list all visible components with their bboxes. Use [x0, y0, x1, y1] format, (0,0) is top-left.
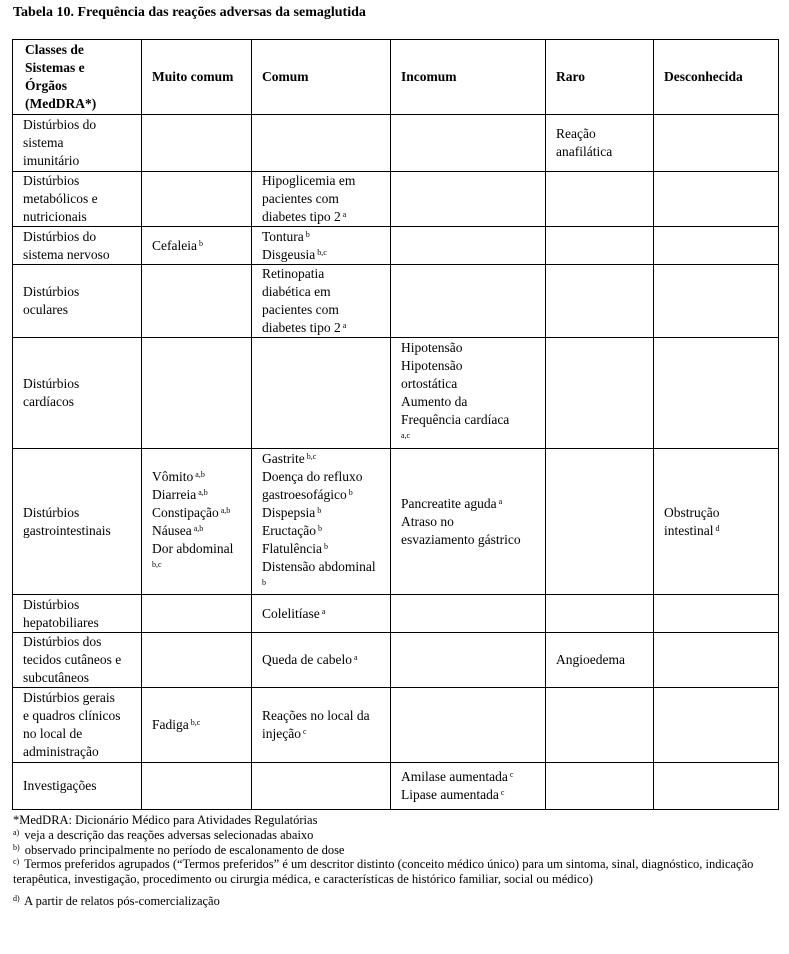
soc-cell	[13, 115, 142, 172]
footnote-marker: a	[498, 496, 503, 506]
very-common-cell	[142, 227, 252, 265]
very-common-cell	[142, 633, 252, 688]
footnote-marker: a	[353, 653, 358, 662]
header-line: (MedDRA*)	[25, 96, 97, 111]
header-rare	[546, 40, 654, 115]
footnote-marker: b	[262, 577, 266, 587]
uncommon-cell	[391, 115, 546, 172]
header-line: Comum	[262, 69, 309, 84]
footnote-marker: b,c	[317, 247, 327, 257]
reaction-term: pacientes com	[262, 191, 339, 206]
reaction-term: Náusea	[152, 522, 192, 538]
common-cell	[252, 265, 391, 338]
common-cell	[252, 227, 391, 265]
soc-line: e quadros clínicos	[23, 708, 121, 723]
reaction-line	[262, 558, 388, 576]
common-cell	[252, 115, 391, 172]
header-line: Muito comum	[152, 69, 234, 84]
reaction-line	[664, 522, 776, 540]
table-row	[13, 449, 779, 595]
footnote-marker: b	[317, 505, 322, 515]
footnote-marker: b	[323, 541, 328, 551]
soc-line: sistema nervoso	[23, 246, 110, 262]
table-title: Tabela 10. Frequência das reações adversas da semaglutida	[13, 5, 366, 20]
soc-line: tecidos cutâneos e	[23, 652, 122, 667]
header-line: Desconhecida	[664, 69, 743, 84]
table-row	[13, 172, 779, 227]
footnote	[13, 894, 779, 909]
very-common-cell	[142, 449, 252, 595]
reaction-line	[262, 246, 388, 264]
table-row	[13, 595, 779, 633]
footnote-marker: a,b	[220, 505, 231, 515]
unknown-cell	[654, 633, 779, 688]
header-uncommon	[391, 40, 546, 115]
reaction-term: Hipotensão	[401, 358, 463, 373]
reaction-term: Reações no local da	[262, 708, 370, 723]
footnote-mark: a)	[13, 827, 20, 837]
footnote	[13, 828, 779, 843]
table-row	[13, 688, 779, 763]
soc-line: gastrointestinais	[23, 522, 111, 538]
reaction-term: Colelitíase	[262, 605, 320, 621]
soc-line: sistema	[23, 135, 64, 150]
unknown-cell	[654, 265, 779, 338]
reaction-line	[262, 301, 388, 319]
reaction-term: Obstrução	[664, 504, 720, 520]
soc-cell	[13, 265, 142, 338]
soc-line: Distúrbios	[23, 284, 80, 299]
footnote-marker: b,c	[306, 451, 317, 461]
header-line: Classes de	[25, 42, 84, 57]
common-cell	[252, 338, 391, 449]
header-line: Incomum	[401, 69, 457, 84]
footnote	[13, 857, 779, 887]
footnote-marker: a,c	[401, 431, 411, 440]
footnote-marker: b,c	[190, 718, 201, 727]
reaction-line	[152, 540, 249, 558]
reaction-line	[262, 283, 388, 301]
soc-cell	[13, 595, 142, 633]
reaction-line	[262, 319, 388, 337]
soc-cell	[13, 688, 142, 763]
reaction-line	[401, 393, 543, 411]
reaction-term: Hipotensão	[401, 340, 463, 355]
rare-cell	[546, 688, 654, 763]
footnote-mark: b)	[13, 842, 20, 852]
uncommon-cell	[391, 763, 546, 810]
reaction-line	[152, 237, 249, 255]
reaction-line	[262, 707, 388, 725]
reaction-term: diabetes tipo 2	[262, 320, 341, 335]
common-cell	[252, 633, 391, 688]
reaction-term: diabetes tipo 2	[262, 209, 341, 224]
reaction-line	[401, 531, 543, 549]
uncommon-cell	[391, 172, 546, 227]
reaction-line	[262, 651, 388, 669]
soc-line: subcutâneos	[23, 670, 89, 685]
rare-cell	[546, 595, 654, 633]
reaction-term: Doença do refluxo	[262, 468, 363, 484]
footnote	[13, 843, 779, 858]
soc-line: nutricionais	[23, 209, 87, 224]
footnote-marker: a,b	[198, 487, 208, 497]
reaction-term: Atraso no	[401, 513, 454, 529]
reaction-term: Pancreatite aguda	[401, 495, 497, 511]
header-line: Raro	[556, 69, 585, 84]
reaction-term: Dor abdominal	[152, 540, 234, 556]
very-common-cell	[142, 172, 252, 227]
header-line: Órgãos	[25, 78, 67, 93]
soc-line: Distúrbios	[23, 173, 80, 188]
reaction-term: esvaziamento gástrico	[401, 531, 521, 547]
footnote-text: *MedDRA: Dicionário Médico para Atividades Regulatórias	[13, 813, 318, 827]
common-cell	[252, 595, 391, 633]
uncommon-cell	[391, 688, 546, 763]
footnote-marker: b,c	[152, 559, 162, 569]
reaction-line	[262, 265, 388, 283]
reaction-term: Constipação	[152, 504, 219, 520]
rare-cell	[546, 227, 654, 265]
uncommon-cell	[391, 227, 546, 265]
adverse-reactions-table	[12, 39, 779, 810]
reaction-term: Frequência cardíaca	[401, 412, 510, 427]
unknown-cell	[654, 688, 779, 763]
footnote	[13, 813, 779, 828]
table-row	[13, 227, 779, 265]
reaction-term: intestinal	[664, 522, 714, 538]
footnote-marker: a,b	[195, 469, 205, 479]
reaction-line	[401, 513, 543, 531]
reaction-line	[262, 450, 388, 468]
rare-cell	[546, 449, 654, 595]
header-row	[13, 40, 779, 115]
reaction-line	[262, 605, 388, 623]
reaction-line	[664, 504, 776, 522]
soc-cell	[13, 227, 142, 265]
table-row	[13, 115, 779, 172]
reaction-line	[556, 125, 651, 143]
reaction-term: Gastrite	[262, 450, 305, 466]
unknown-cell	[654, 449, 779, 595]
header-very-common	[142, 40, 252, 115]
reaction-term: Flatulência	[262, 540, 322, 556]
header-system-organ-class	[13, 40, 142, 115]
reaction-line	[262, 468, 388, 486]
reaction-line	[262, 208, 388, 226]
reaction-term: diabética em	[262, 284, 331, 299]
soc-line: Distúrbios gerais	[23, 690, 115, 705]
reaction-term: ortostática	[401, 376, 458, 391]
unknown-cell	[654, 595, 779, 633]
soc-line: cardíacos	[23, 394, 74, 409]
uncommon-cell	[391, 449, 546, 595]
reaction-term: Dispepsia	[262, 504, 316, 520]
reaction-term: Lipase aumentada	[401, 787, 499, 802]
reaction-term: gastroesofágico	[262, 486, 347, 502]
reaction-line	[152, 504, 249, 522]
footnotes	[13, 813, 779, 909]
uncommon-cell	[391, 338, 546, 449]
footnote-text: Termos preferidos agrupados (“Termos preferidos” é um descritor distinto (conceito médico único) para um sintoma, sinal, diagnóstico, indicação terapêutica, investigação, procedimento ou cirurgia médica, e características de histórico familiar, social ou médico)	[13, 857, 754, 887]
very-common-cell	[142, 688, 252, 763]
soc-line: administração	[23, 744, 99, 759]
reaction-line	[556, 651, 651, 669]
unknown-cell	[654, 763, 779, 810]
footnote-marker: a	[342, 321, 347, 330]
reaction-term: injeção	[262, 726, 301, 741]
header-common	[252, 40, 391, 115]
reaction-term: Hipoglicemia em	[262, 173, 356, 188]
rare-cell	[546, 338, 654, 449]
rare-cell	[546, 763, 654, 810]
footnote-marker: b	[317, 523, 322, 533]
footnote-marker: c	[509, 770, 514, 779]
reaction-term: Diarreia	[152, 486, 197, 502]
footnote-mark: d)	[13, 893, 20, 903]
reaction-line	[262, 576, 388, 594]
very-common-cell	[142, 595, 252, 633]
reaction-line	[401, 495, 543, 513]
rare-cell	[546, 172, 654, 227]
reaction-line	[401, 429, 543, 447]
soc-line: oculares	[23, 302, 68, 317]
table-row	[13, 633, 779, 688]
reaction-line	[262, 725, 388, 743]
table-row	[13, 338, 779, 449]
soc-line: Distúrbios do	[23, 117, 97, 132]
footnote-marker: c	[302, 727, 307, 736]
soc-cell	[13, 172, 142, 227]
footnote-marker: a	[321, 606, 326, 616]
reaction-term: Amilase aumentada	[401, 769, 508, 784]
reaction-line	[152, 716, 249, 734]
reaction-line	[152, 558, 249, 576]
reaction-line	[152, 522, 249, 540]
soc-cell	[13, 449, 142, 595]
reaction-term: Reação	[556, 126, 596, 141]
reaction-term: Vômito	[152, 468, 194, 484]
reaction-line	[556, 143, 651, 161]
very-common-cell	[142, 763, 252, 810]
footnote-text: veja a descrição das reações adversas selecionadas abaixo	[21, 827, 314, 842]
soc-line: Investigações	[23, 778, 97, 793]
reaction-term: anafilática	[556, 144, 613, 159]
soc-line: no local de	[23, 726, 83, 741]
footnote-marker: c	[500, 788, 505, 797]
reaction-line	[262, 190, 388, 208]
reaction-line	[262, 522, 388, 540]
reaction-line	[401, 375, 543, 393]
rare-cell	[546, 265, 654, 338]
reaction-line	[152, 486, 249, 504]
reaction-line	[152, 468, 249, 486]
soc-line: Distúrbios	[23, 376, 80, 391]
reaction-term: pacientes com	[262, 302, 339, 317]
soc-line: Distúrbios	[23, 596, 80, 612]
reaction-line	[401, 786, 543, 804]
unknown-cell	[654, 172, 779, 227]
footnote-marker: b	[198, 238, 203, 248]
rare-cell	[546, 633, 654, 688]
soc-line: Distúrbios	[23, 504, 80, 520]
reaction-term: Eructação	[262, 522, 316, 538]
rare-cell	[546, 115, 654, 172]
reaction-line	[262, 504, 388, 522]
header-line: Sistemas e	[25, 60, 85, 75]
reaction-line	[262, 228, 388, 246]
footnote-marker: b	[348, 487, 353, 497]
reaction-line	[262, 172, 388, 190]
very-common-cell	[142, 265, 252, 338]
footnote-marker: a	[342, 210, 347, 219]
common-cell	[252, 172, 391, 227]
footnote-marker: d	[715, 523, 720, 533]
unknown-cell	[654, 338, 779, 449]
reaction-term: Angioedema	[556, 652, 625, 667]
very-common-cell	[142, 115, 252, 172]
reaction-line	[401, 339, 543, 357]
table-row	[13, 763, 779, 810]
soc-cell	[13, 633, 142, 688]
header-unknown	[654, 40, 779, 115]
reaction-term: Tontura	[262, 228, 304, 244]
reaction-term: Queda de cabelo	[262, 652, 352, 667]
reaction-term: Aumento da	[401, 394, 468, 409]
common-cell	[252, 763, 391, 810]
soc-line: Distúrbios dos	[23, 634, 102, 649]
reaction-line	[262, 540, 388, 558]
soc-line: Distúrbios do	[23, 228, 97, 244]
uncommon-cell	[391, 595, 546, 633]
footnote-marker: b	[305, 229, 310, 239]
unknown-cell	[654, 227, 779, 265]
reaction-term: Cefaleia	[152, 237, 197, 253]
soc-cell	[13, 338, 142, 449]
uncommon-cell	[391, 633, 546, 688]
reaction-line	[401, 411, 543, 429]
soc-line: metabólicos e	[23, 191, 98, 206]
reaction-line	[262, 486, 388, 504]
soc-line: imunitário	[23, 153, 80, 168]
soc-line: hepatobiliares	[23, 614, 99, 630]
reaction-term: Disgeusia	[262, 246, 316, 262]
footnote-text: A partir de relatos pós-comercialização	[21, 893, 220, 908]
common-cell	[252, 688, 391, 763]
unknown-cell	[654, 115, 779, 172]
footnote-text: observado principalmente no período de escalonamento de dose	[21, 842, 345, 857]
very-common-cell	[142, 338, 252, 449]
reaction-line	[401, 357, 543, 375]
reaction-term: Retinopatia	[262, 266, 325, 281]
common-cell	[252, 449, 391, 595]
table-row	[13, 265, 779, 338]
reaction-term: Distensão abdominal	[262, 558, 376, 574]
soc-cell	[13, 763, 142, 810]
reaction-line	[401, 768, 543, 786]
footnote-marker: a,b	[193, 523, 204, 533]
uncommon-cell	[391, 265, 546, 338]
reaction-term: Fadiga	[152, 717, 189, 732]
footnote-mark: c)	[13, 857, 20, 867]
